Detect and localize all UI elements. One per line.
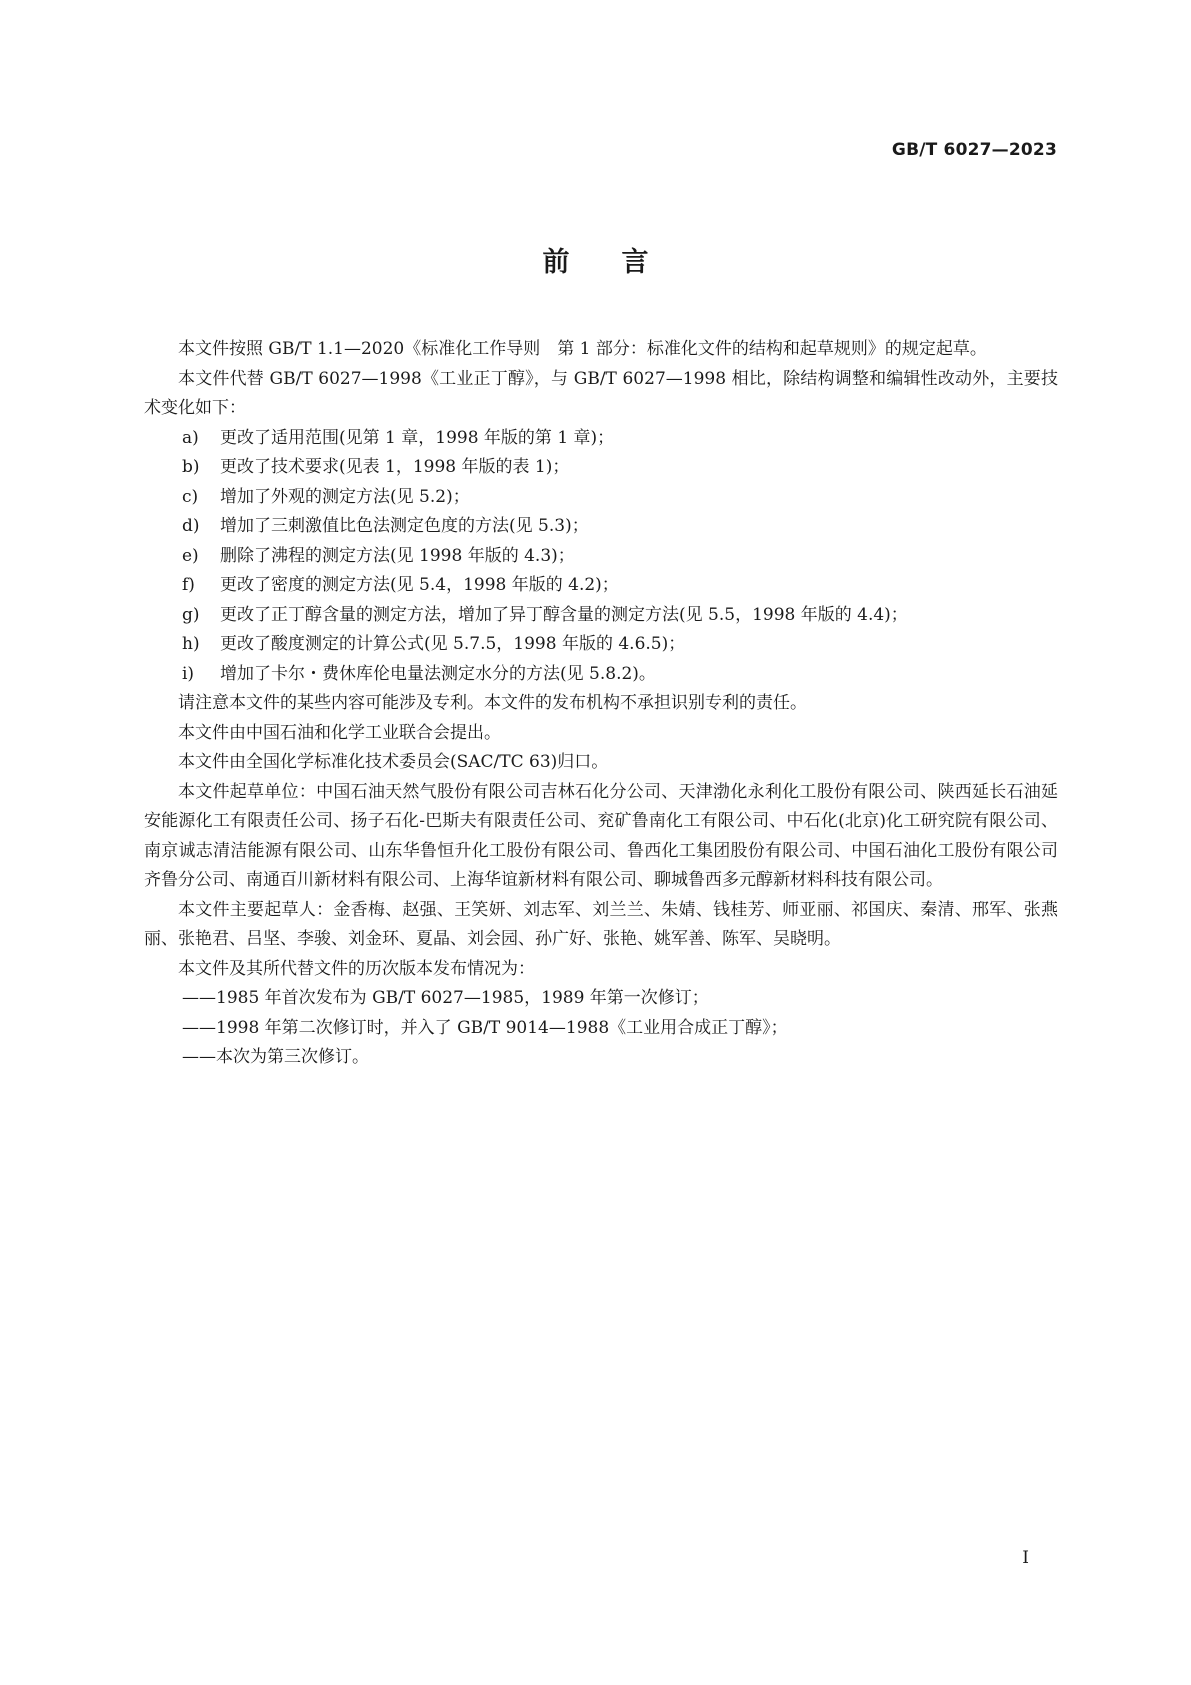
change-item (144, 512, 1058, 542)
change-marker: f) (182, 575, 195, 595)
paragraph-replacement: 本文件代替 GB/T 6027—1998《工业正丁醇》，与 GB/T 6027—1998 相比，除结构调整和编辑性改动外，主要技术变化如下： (144, 368, 1058, 418)
change-text: 增加了三刺激值比色法测定色度的方法(见 5.3)； (220, 516, 589, 536)
change-item (144, 483, 1058, 513)
change-text: 增加了卡尔・费休库伦电量法测定水分的方法(见 5.8.2)。 (220, 663, 656, 684)
change-item (144, 630, 1058, 660)
change-marker: e) (182, 545, 199, 566)
change-item (144, 542, 1058, 572)
change-text: 更改了密度的测定方法(见 5.4，1998 年版的 4.2)； (220, 575, 619, 595)
change-marker: a) (182, 427, 199, 448)
history-item: ——1985 年首次发布为 GB/T 6027—1985，1989 年第一次修订； (182, 988, 709, 1008)
change-text: 更改了正丁醇含量的测定方法，增加了异丁醇含量的测定方法(见 5.5，1998 年版的 4.4)； (220, 604, 908, 625)
change-item (144, 424, 1058, 454)
history-item: ——本次为第三次修订。 (182, 1047, 369, 1067)
change-marker: d) (182, 516, 200, 536)
change-marker: b) (182, 457, 200, 477)
change-item (144, 571, 1058, 601)
paragraph-patent-notice: 请注意本文件的某些内容可能涉及专利。本文件的发布机构不承担识别专利的责任。 (178, 693, 807, 713)
change-marker: g) (182, 604, 200, 625)
foreword-body (144, 335, 1058, 1073)
change-text: 更改了适用范围(见第 1 章，1998 年版的第 1 章)； (220, 427, 615, 448)
change-marker: h) (182, 634, 200, 654)
title-char-2: 言 (621, 247, 649, 278)
paragraph-drafting-rules: 本文件按照 GB/T 1.1—2020《标准化工作导则 第 1 部分：标准化文件的结构和起草规则》的规定起草。 (178, 339, 987, 359)
change-text: 增加了外观的测定方法(见 5.2)； (220, 486, 470, 507)
document-code: GB/T 6027—2023 (891, 140, 1057, 160)
change-marker: c) (182, 486, 199, 507)
paragraph-technical-committee: 本文件由全国化学标准化技术委员会(SAC/TC 63)归口。 (178, 752, 609, 772)
page-title (0, 240, 1191, 279)
title-char-1: 前 (542, 247, 570, 278)
change-item (144, 601, 1058, 631)
change-text: 更改了技术要求(见表 1，1998 年版的表 1)； (220, 457, 570, 477)
history-item: ——1998 年第二次修订时，并入了 GB/T 9014—1988《工业用合成正丁醇》； (182, 1017, 788, 1038)
change-item (144, 660, 1058, 690)
page-number: I (1022, 1548, 1029, 1568)
change-text: 删除了沸程的测定方法(见 1998 年版的 4.3)； (220, 545, 575, 566)
paragraph-drafting-units: 本文件起草单位：中国石油天然气股份有限公司吉林石化分公司、天津渤化永利化工股份有限公司、陕西延长石油延安能源化工有限责任公司、扬子石化-巴斯夫有限责任公司、兖矿鲁南化工有限公司、中石化(北京)化工研究院有限公司、南京诚志清洁能源有限公司、山东华鲁恒升化工股份有限公司、鲁西化工集团股份有限公司、中国石油化工股份有限公司齐鲁分公司、南通百川新材料有限公司、上海华谊新材料有限公司、聊城鲁西多元醇新材料科技有限公司。 (144, 781, 1058, 890)
paragraph-drafters: 本文件主要起草人：金香梅、赵强、王笑妍、刘志军、刘兰兰、朱婧、钱桂芳、师亚丽、祁国庆、秦清、邢军、张燕丽、张艳君、吕坚、李骏、刘金环、夏晶、刘会园、孙广好、张艳、姚军善、陈军、吴晓明。 (144, 899, 1058, 949)
change-text: 更改了酸度测定的计算公式(见 5.7.5，1998 年版的 4.6.5)； (220, 634, 686, 654)
paragraph-proposer: 本文件由中国石油和化学工业联合会提出。 (178, 722, 501, 743)
paragraph-version-history-intro: 本文件及其所代替文件的历次版本发布情况为： (178, 958, 535, 979)
change-item (144, 453, 1058, 483)
change-marker: i) (182, 663, 195, 684)
